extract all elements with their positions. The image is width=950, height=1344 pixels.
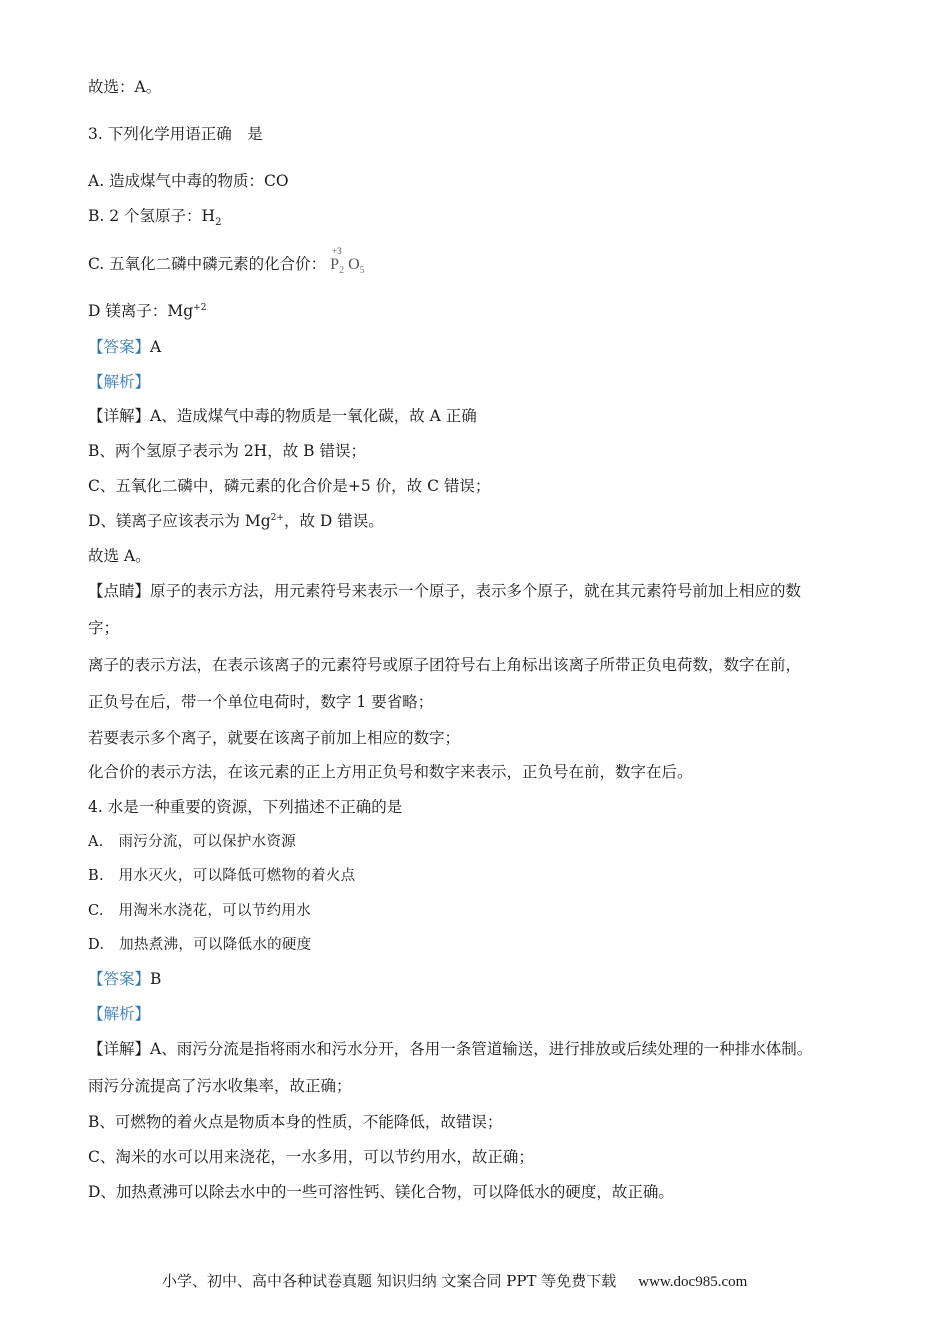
footer-text: 小学、初中、高中各种试卷真题 知识归纳 文案合同 PPT 等免费下载 [162,1272,617,1290]
q3-stem: 3. 下列化学用语正确 是 [88,125,263,143]
detail-a-text: A、造成煤气中毒的物质是一氧化碳，故 A 正确 [150,407,477,425]
q4-option-c: C. 用淘米水浇花，可以节约用水 [88,903,311,919]
q3-option-d [88,301,206,321]
tip-label: 【点睛】 [88,582,151,600]
q3-option-a: A. 造成煤气中毒的物质：CO [88,172,289,190]
q3-conclusion: 故选 A。 [88,547,151,565]
q3-option-b-subscript: 2 [215,217,222,229]
detail-d-text: D、镁离子应该表示为 Mg [88,512,271,530]
q3-tip-2-cont: 正负号在后，带一个单位电荷时，数字 1 要省略； [88,693,434,711]
detail-d-superscript: 2+ [270,512,284,523]
q3-option-d-superscript: +2 [193,302,207,313]
page-footer [162,1270,747,1291]
valence-label: +3 [332,246,342,256]
q4-analysis-label: 【解析】 [88,1005,151,1023]
q4-option-b: B. 用水灭火，可以降低可燃物的着火点 [88,868,356,884]
q3-answer [88,337,161,357]
q3-option-b [88,206,222,229]
answer-label: 【答案】 [88,970,151,988]
q3-tip-1-cont: 字； [88,619,120,637]
q3-analysis-label: 【解析】 [88,373,151,391]
q3-detail-c: C、五氧化二磷中，磷元素的化合价是+5 价，故 C 错误； [88,477,491,495]
q4-detail-c: C、淘米的水可以用来浇花，一水多用，可以节约用水，故正确； [88,1148,534,1166]
q3-detail-d [88,511,384,531]
q4-option-a: A. 雨污分流，可以保护水资源 [88,834,297,850]
q3-tip-4: 化合价的表示方法，在该元素的正上方用正负号和数字来表示，正负号在前，数字在后。 [88,763,693,781]
detail-a-text: A、雨污分流是指将雨水和污水分开，各用一条管道输送，进行排放或后续处理的一种排水体制。 [150,1040,813,1058]
detail-label: 【详解】 [88,1040,151,1058]
q4-detail-a-cont: 雨污分流提高了污水收集率，故正确； [88,1077,352,1095]
answer-value: B [150,970,162,988]
q4-option-d: D. 加热煮沸，可以降低水的硬度 [88,937,312,953]
q4-detail-a [88,1039,812,1059]
formula-p: P [330,256,340,273]
answer-value: A [150,338,162,356]
formula-p-sub: 2 [339,265,345,277]
p2o5-formula [330,246,365,277]
answer-label: 【答案】 [88,338,151,356]
q3-option-b-text: B. 2 个氢原子：H [88,207,216,225]
q3-tip-3: 若要表示多个离子，就要在该离子前加上相应的数字； [88,729,461,747]
q3-option-c-text: C. 五氧化二磷中磷元素的化合价： [88,255,327,273]
q3-detail-b: B、两个氢原子表示为 2H，故 B 错误； [88,442,366,460]
formula-o: O [348,256,360,273]
detail-label: 【详解】 [88,407,151,425]
detail-d-post: ，故 D 错误。 [283,512,384,530]
formula-o-sub: 5 [359,265,365,277]
q3-detail-a [88,406,477,426]
q4-detail-b: B、可燃物的着火点是物质本身的性质，不能降低，故错误； [88,1113,503,1131]
q3-tip-1 [88,581,801,601]
q2-conclusion: 故选：A。 [88,78,162,96]
q3-tip-2: 离子的表示方法，在表示该离子的元素符号或原子团符号右上角标出该离子所带正负电荷数，数字在前， [88,656,802,674]
footer-site-link[interactable]: www.doc985.com [638,1274,748,1290]
q3-option-d-text: D 镁离子：Mg [88,302,194,320]
q4-detail-d: D、加热煮沸可以除去水中的一些可溶性钙、镁化合物，可以降低水的硬度，故正确。 [88,1183,674,1201]
tip-1-text: 原子的表示方法，用元素符号来表示一个原子，表示多个原子，就在其元素符号前加上相应的数 [150,582,802,600]
q4-stem: 4. 水是一种重要的资源，下列描述不正确的是 [88,798,403,816]
q3-option-c [88,246,365,277]
q4-answer [88,969,161,989]
